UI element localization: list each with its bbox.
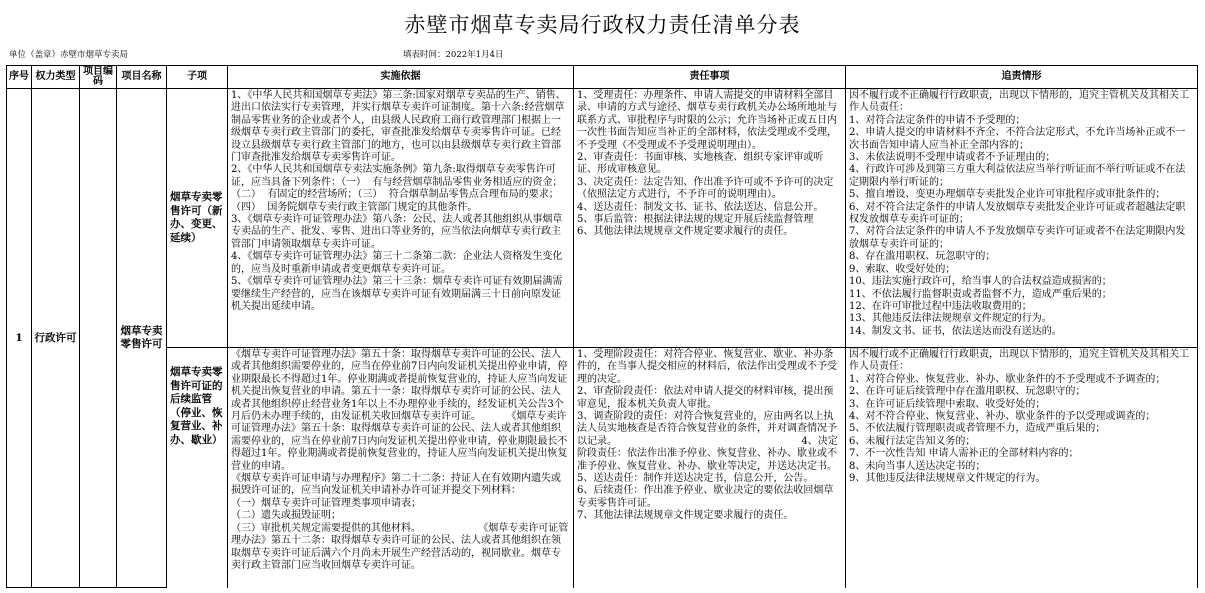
paragraph: 3、《烟草专卖许可证管理办法》第八条：公民、法人或者其他组织从事烟草专卖品的生产、批发、零售、进出口等业务的，应当依法向烟草专卖行政主管部门申请领取烟草专卖许可证。 (231, 214, 563, 250)
paragraph: 3、调查阶段的责任：对符合恢复营业的，应由两名以上执法人员实地核查是否符合恢复营业的条件，并对调查情况予以记录。 4、决定阶段责任：依法作出准予停业、恢复营业、补办、歇业或不准予停业、恢复营业、补办、歇业等决定，并送达决定书。 (577, 411, 838, 472)
basis-cell (228, 89, 574, 348)
paragraph: 2、《中华人民共和国烟草专卖法实施条例》第九条:取得烟草专卖零售许可证，应当具备下列条件：（一） 有与经营烟草制品零售业务相适应的资金；（二） 有固定的经营场所；（三） 符合烟草制品零售点合理布局的要求；（四） 国务院烟草专卖行政主管部门规定的其他条件。 (231, 164, 563, 213)
paragraph: 5、不依法履行管理职责或者管理不力，造成严重后果的； (849, 423, 1106, 435)
paragraph: 7、不一次性告知 申请人需补正的全部材料内容的； (849, 448, 1079, 460)
paragraph: 11、不依法履行监督职责或者监督不力，造成严重后果的； (849, 288, 1112, 300)
paragraph: 3、在许可证后续管理中索取、收受好处的； (849, 398, 1046, 410)
paragraph: 1、受理阶段责任：对符合停业、恢复营业、歇业、补办条件的，在当事人提交相应的材料后，依法作出受理或不予受理的决定。 (577, 349, 837, 385)
paragraph: 2、审查责任：书面审核、实地核查、组织专家评审或听证、形成审核意见。 (577, 152, 824, 176)
seq-cell: 1 (7, 89, 32, 588)
paragraph: 7、对符合法定条件的申请人不予发放烟草专卖许可证或者不在法定期限内发放烟草专卖许可证的； (849, 226, 1186, 250)
sub-item-cell: 烟草专卖零售许可（新办、变更、延续） (167, 89, 228, 348)
header-power-type: 权力类型 (32, 66, 80, 89)
basis-cell (228, 348, 574, 588)
paragraph: 5、事后监管：根据法律法规的规定开展后续监督管理 (577, 214, 814, 226)
paragraph: 1、受理责任：办理条件、申请人需提交的申请材料全部目录、申请的方式与途径、烟草专卖行政机关办公场所地址与联系方式、审批程序与时限的公示；允许当场补正或五日内一次性书面告知应当补正的全部材料，依法受理或不受理，不予受理（不受理或不予受理说明理由）。 (577, 90, 837, 151)
paragraph: 4、《烟草专卖许可证管理办法》第三十二条第二款：企业法人资格发生变化的，应当及时重新申请或者变更烟草专卖许可证。 (231, 251, 563, 275)
meta-row (0, 49, 1205, 61)
project-name-cell: 烟草专卖零售许可 (117, 89, 167, 588)
paragraph: 6、其他法律法规规章文件规定要求履行的责任。 (577, 226, 794, 238)
paragraph: 4、对不符合停业、恢复营业、补办、歇业条件的予以受理或调查的； (849, 411, 1156, 423)
accountability-cell (846, 89, 1198, 348)
unit-label: 单位（盖章）赤壁市烟草专卖局 (9, 50, 129, 60)
paragraph: 13、其他违反法律法规规章文件规定的行为。 (849, 313, 1052, 325)
paragraph: 2、申请人提交的申请材料不齐全、不符合法定形式，不允许当场补正或不一次书面告知申请人应当补正全部内容的； (849, 127, 1186, 151)
table-row (7, 89, 1198, 348)
paragraph: 1、对符合法定条件的申请不予受理的； (849, 114, 1026, 126)
header-basis: 实施依据 (228, 66, 574, 89)
duties-cell (574, 89, 846, 348)
paragraph: 因不履行或不正确履行行政职责，出现以下情形的，追究主管机关及其相关工作人员责任： (849, 90, 1189, 114)
paragraph: 1、对符合停业、恢复营业、补办、歇业条件的不予受理或不予调查的； (849, 373, 1166, 385)
header-sub-item: 子项 (167, 66, 228, 89)
project-code-cell (80, 89, 117, 588)
header-duties: 责任事项 (574, 66, 846, 89)
paragraph: 5、送达责任：制作并送达决定书，信息公开，公告。 (577, 473, 814, 485)
paragraph: 2、审查阶段责任：依法对申请人提交的材料审核，提出预审意见，报本机关负责人审批。 (577, 386, 834, 410)
paragraph: 10、违法实施行政许可，给当事人的合法权益造成损害的； (849, 276, 1112, 288)
header-project-name: 项目名称 (117, 66, 167, 89)
paragraph: （三）审批机关规定需要提供的其他材料。 《烟草专卖许可证管理办法》第五十二条：取得烟草专卖许可证的公民、法人或者其他组织在领取烟草专卖许可证后满六个月尚未开展生产经营活动的，视同歇业。烟草专卖行政主管部门应当收回烟草专卖许可证。 (231, 522, 569, 571)
paragraph: 《烟草专卖许可证管理办法》第五十条：取得烟草专卖许可证的公民、法人或者其他组织需要停业的，应当在停业前7日内向发证机关提出停业申请，停业期限最长不得超过1年。停业期满或者提前恢复营业的，持证人应当向发证机关提出恢复营业的申请。第五十一条：取得烟草专卖许可证的公民、法人或者其他组织停止经营业务1年以上不办理停业手续的，经发证机关公告3个月后仍未办理手续的，由发证机关收回烟草专卖许可证。 《烟草专卖许可证管理办法》第五十条：取得烟草专卖许可证的公民、法人或者其他组织需要停业的，应当在停业前7日内向发证机关提出停业申请，停业期限最长不得超过1年。停业期满或者提前恢复营业的，持证人应当向发证机关提出恢复营业的申请。 (231, 349, 568, 472)
paragraph: 2、在许可证后续管理中存在滥用职权、玩忽职守的； (849, 386, 1086, 398)
paragraph: 14、制发文书、证书，依法送达而没有送达的。 (849, 325, 1062, 337)
header-project-code: 项目编码 (80, 66, 117, 89)
paragraph: 9、索取、收受好处的； (849, 263, 956, 275)
paragraph: 12、在许可审批过程中违法收取费用的； (849, 300, 1032, 312)
paragraph: 4、行政许可涉及到第三方重大利益依法应当举行听证而不举行听证或不在法定期限内举行听证的； (849, 164, 1186, 188)
paragraph: 6、未履行法定告知义务的； (849, 435, 976, 447)
paragraph: （一）烟草专卖许可证管理类事项申请表； (231, 497, 421, 509)
page-title: 赤壁市烟草专卖局行政权力责任清单分表 (404, 13, 801, 37)
paragraph: 6、后续责任：作出准予停业、歇业决定的要依法收回烟草专卖零售许可证。 (577, 485, 834, 509)
paragraph: 9、其他违反法律法规规章文件规定的行为。 (849, 473, 1046, 485)
paragraph: 《烟草专卖许可证申请与办理程序》第二十二条：持证人在有效期内遗失或损毁许可证的，应当向发证机关申请补办许可证并提交下列材料： (231, 473, 561, 497)
paragraph: 因不履行或不正确履行行政职责，出现以下情形的，追究主管机关及其相关工作人员责任： (849, 349, 1189, 373)
paragraph: 5、擅自增设、变更办理烟草专卖批发企业许可审批程序或审批条件的； (849, 189, 1166, 201)
header-accountability: 追责情形 (846, 66, 1198, 89)
table-row (7, 348, 1198, 588)
accountability-cell (846, 348, 1198, 588)
paragraph: 3、决定责任：法定告知、作出准予许可或不予许可的决定（依照法定方式进行，不予许可的说明理由）。 (577, 176, 834, 201)
power-type-cell: 行政许可 (32, 89, 80, 588)
paragraph: 8、未向当事人送达决定书的； (849, 460, 986, 472)
paragraph: 4、送达责任：制发文书、证书、依法送达、信息公开。 (577, 201, 824, 213)
paragraph: 7、其他法律法规规章文件规定要求履行的责任。 (577, 510, 794, 522)
paragraph: 5、《烟草专卖许可证管理办法》第三十三条：烟草专卖许可证有效期届满需要继续生产经营的，应当在该烟草专卖许可证有效期届满三十日前向原发证机关提出延续申请。 (231, 276, 563, 312)
header-seq: 序号 (7, 66, 32, 89)
duties-cell (574, 348, 846, 588)
header-row (7, 66, 1198, 89)
paragraph: 8、存在滥用职权、玩忽职守的； (849, 251, 996, 263)
paragraph: 6、对不符合法定条件的申请人发放烟草专卖批发企业许可证或者超越法定职权发放烟草专卖许可证的； (849, 201, 1186, 226)
paragraph: （二）遗失或损毁证明； (231, 510, 341, 522)
paragraph: 3、未依法说明不受理申请或者不予证理由的； (849, 152, 1056, 164)
sub-item-cell: 烟草专卖零售许可证的后续监管（停业、恢复营业、补办、歇业） (167, 348, 228, 588)
responsibility-table (6, 65, 1198, 588)
fill-time: 填表时间：2022年1月4日 (403, 50, 504, 60)
paragraph: 1、《中华人民共和国烟草专卖法》第三条:国家对烟草专卖品的生产、销售、进出口依法实行专卖管理，并实行烟草专卖许可证制度。第十六条:经营烟草制品零售业务的企业或者个人，由县级人民政府工商行政管理部门根据上一级烟草专卖行政主管部门的委托，审查批准发给烟草专卖零售许可证。已经设立县级烟草专卖行政主管部门的地方，也可以由县级烟草专卖行政主管部门审查批准发给烟草专卖零售许可证。 (231, 90, 566, 164)
